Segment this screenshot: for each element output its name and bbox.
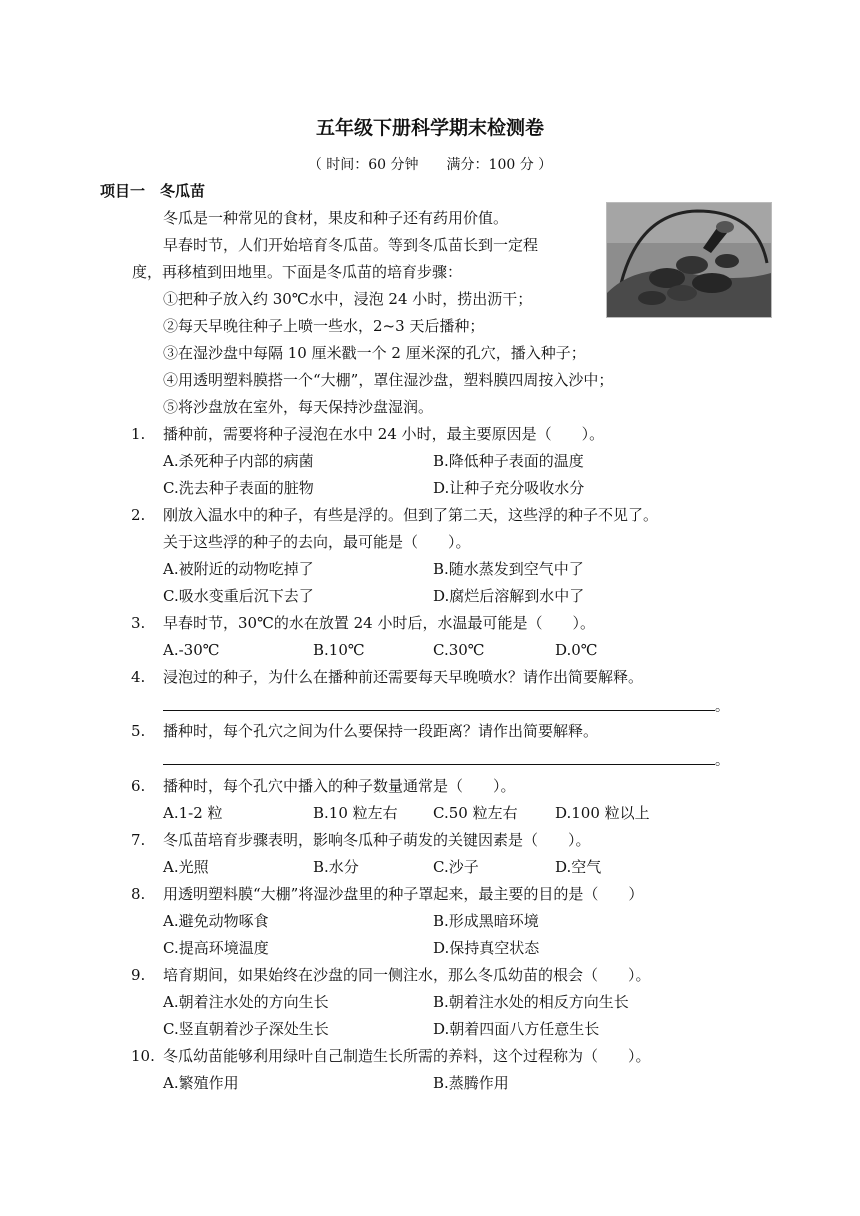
question-number: 9. bbox=[131, 966, 146, 984]
question-text-continued: 关于这些浮的种子的去向，最可能是（ ）。 bbox=[163, 533, 471, 551]
question-text: 早春时节，30℃的水在放置 24 小时后，水温最可能是（ ）。 bbox=[163, 614, 595, 632]
question-text: 刚放入温水中的种子，有些是浮的。但到了第二天，这些浮的种子不见了。 bbox=[163, 506, 659, 524]
option: B.随水蒸发到空气中了 bbox=[433, 560, 584, 578]
intro-line-2: 早春时节，人们开始培育冬瓜苗。等到冬瓜苗长到一定程 bbox=[163, 236, 539, 254]
question-text: 播种时，每个孔穴之间为什么要保持一段距离？请作出简要解释。 bbox=[163, 722, 599, 740]
question-text: 浸泡过的种子，为什么在播种前还需要每天早晚喷水？请作出简要解释。 bbox=[163, 668, 644, 686]
option: C.洗去种子表面的脏物 bbox=[163, 479, 314, 497]
option: B.蒸腾作用 bbox=[433, 1074, 509, 1092]
option: A.被附近的动物吃掉了 bbox=[163, 560, 314, 578]
question-number: 5. bbox=[131, 722, 146, 740]
option: D.100 粒以上 bbox=[555, 804, 650, 822]
answer-line[interactable] bbox=[163, 764, 715, 765]
option: A.杀死种子内部的病菌 bbox=[163, 452, 314, 470]
intro-line-3: 度，再移植到田地里。下面是冬瓜苗的培育步骤： bbox=[132, 263, 463, 281]
option: D.保持真空状态 bbox=[433, 939, 540, 957]
option: A.避免动物啄食 bbox=[163, 912, 269, 930]
question-number: 7. bbox=[131, 831, 146, 849]
question-text: 冬瓜幼苗能够利用绿叶自己制造生长所需的养料，这个过程称为（ ）。 bbox=[163, 1047, 651, 1065]
option: D.空气 bbox=[555, 858, 602, 876]
option: B.水分 bbox=[313, 858, 359, 876]
question-number: 8. bbox=[131, 885, 146, 903]
question-number: 10. bbox=[131, 1047, 155, 1065]
option: B.降低种子表面的温度 bbox=[433, 452, 584, 470]
option: B.10 粒左右 bbox=[313, 804, 398, 822]
question-text: 用透明塑料膜“大棚”将湿沙盘里的种子罩起来，最主要的目的是（ ） bbox=[163, 885, 644, 903]
option: A.朝着注水处的方向生长 bbox=[163, 993, 329, 1011]
option: A.1-2 粒 bbox=[163, 804, 223, 822]
answer-end-mark: 。 bbox=[715, 753, 729, 769]
step-4: ④用透明塑料膜搭一个“大棚”，罩住湿沙盘，塑料膜四周按入沙中； bbox=[163, 371, 614, 389]
option: D.朝着四面八方任意生长 bbox=[433, 1020, 600, 1038]
question-text: 播种前，需要将种子浸泡在水中 24 小时，最主要原因是（ ）。 bbox=[163, 425, 605, 443]
option: C.提高环境温度 bbox=[163, 939, 269, 957]
step-2: ②每天早晚往种子上喷一些水，2~3 天后播种； bbox=[163, 317, 485, 335]
answer-line[interactable] bbox=[163, 710, 715, 711]
option: A.繁殖作用 bbox=[163, 1074, 239, 1092]
option: A.光照 bbox=[163, 858, 209, 876]
option: B.10℃ bbox=[313, 641, 365, 659]
question-number: 4. bbox=[131, 668, 146, 686]
intro-line-1: 冬瓜是一种常见的食材，果皮和种子还有药用价值。 bbox=[163, 209, 509, 227]
option: D.腐烂后溶解到水中了 bbox=[433, 587, 585, 605]
step-5: ⑤将沙盘放在室外，每天保持沙盘湿润。 bbox=[163, 398, 434, 416]
exam-info: （ 时间：60 分钟 满分：100 分 ） bbox=[307, 157, 553, 173]
option: D.让种子充分吸收水分 bbox=[433, 479, 585, 497]
question-number: 2. bbox=[131, 506, 146, 524]
page-title: 五年级下册科学期末检测卷 bbox=[315, 117, 544, 139]
option: D.0℃ bbox=[555, 641, 598, 659]
question-number: 1. bbox=[131, 425, 146, 443]
option: C.30℃ bbox=[433, 641, 485, 659]
option: C.竖直朝着沙子深处生长 bbox=[163, 1020, 329, 1038]
option: B.形成黑暗环境 bbox=[433, 912, 539, 930]
question-text: 播种时，每个孔穴中播入的种子数量通常是（ ）。 bbox=[163, 777, 516, 795]
question-text: 冬瓜苗培育步骤表明，影响冬瓜种子萌发的关键因素是（ ）。 bbox=[163, 831, 591, 849]
option: C.沙子 bbox=[433, 858, 479, 876]
question-text: 培育期间，如果始终在沙盘的同一侧注水，那么冬瓜幼苗的根会（ ）。 bbox=[163, 966, 651, 984]
step-3: ③在湿沙盘中每隔 10 厘米戳一个 2 厘米深的孔穴，播入种子； bbox=[163, 344, 586, 362]
option: C.50 粒左右 bbox=[433, 804, 518, 822]
seedling-photo bbox=[606, 202, 772, 318]
option: C.吸水变重后沉下去了 bbox=[163, 587, 314, 605]
answer-end-mark: 。 bbox=[715, 699, 729, 715]
question-number: 6. bbox=[131, 777, 146, 795]
option: A.-30℃ bbox=[163, 641, 220, 659]
project-heading: 项目一 冬瓜苗 bbox=[100, 182, 206, 200]
question-number: 3. bbox=[131, 614, 146, 632]
step-1: ①把种子放入约 30℃水中，浸泡 24 小时，捞出沥干； bbox=[163, 290, 533, 308]
option: B.朝着注水处的相反方向生长 bbox=[433, 993, 629, 1011]
